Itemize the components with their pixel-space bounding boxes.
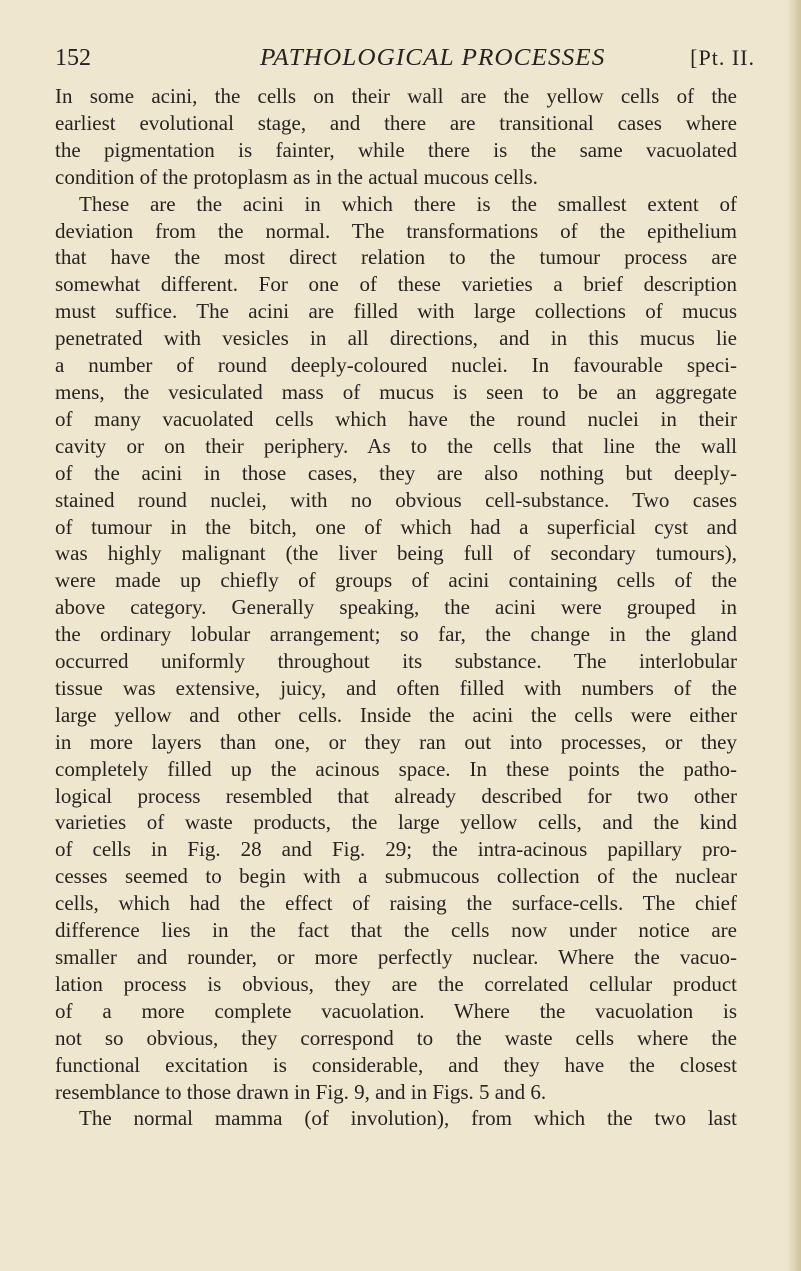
text-line: not so obvious, they correspond to the waste cells where the — [55, 1025, 737, 1050]
text-line: large yellow and other cells. Inside the acini the cells were either — [55, 702, 737, 727]
text-line: condition of the protoplasm as in the actual mucous cells. — [55, 164, 538, 189]
page-edge-shadow — [787, 0, 801, 1271]
paragraph — [55, 1105, 737, 1132]
text-line: In some acini, the cells on their wall are the yellow cells of the — [55, 84, 737, 108]
text-line: in more layers than one, or they ran out into processes, or they — [55, 729, 737, 754]
text-line: a number of round deeply-coloured nuclei. In favourable speci- — [55, 353, 737, 378]
text-line: of many vacuolated cells which have the round nuclei in their — [55, 406, 737, 431]
text-line: resemblance to those drawn in Fig. 9, and in Figs. 5 and 6. — [55, 1079, 547, 1104]
text-line: lation process is obvious, they are the correlated cellular product — [55, 971, 737, 996]
page-header — [55, 38, 755, 78]
text-line: These are the acini in which there is the smallest extent of — [79, 191, 737, 216]
text-line: the pigmentation is fainter, while there is the same vacuolated — [55, 137, 737, 162]
text-line: occurred uniformly throughout its substance. The interlobular — [55, 649, 737, 674]
page-number: 152 — [55, 45, 91, 71]
text-line: above category. Generally speaking, the acini were grouped in — [55, 595, 737, 620]
text-line: logical process resembled that already described for two other — [55, 783, 737, 808]
text-line: of the acini in those cases, they are also nothing but deeply- — [55, 460, 737, 485]
text-line: smaller and rounder, or more perfectly nuclear. Where the vacuo- — [55, 945, 737, 969]
paragraph — [55, 83, 737, 191]
text-line: stained round nuclei, with no obvious cell-substance. Two cases — [55, 487, 737, 512]
text-line: earliest evolutional stage, and there are transitional cases where — [55, 110, 737, 135]
running-title: PATHOLOGICAL PROCESSES — [260, 45, 606, 71]
text-line: that have the most direct relation to the tumour process are — [55, 245, 737, 270]
text-line: was highly malignant (the liver being full of secondary tumours), — [55, 541, 737, 566]
text-line: must suffice. The acini are filled with large collections of mucus — [55, 299, 737, 324]
text-line: The normal mamma (of involution), from which the two last — [79, 1106, 737, 1131]
text-line: difference lies in the fact that the cells now under notice are — [55, 918, 737, 943]
text-line: of tumour in the bitch, one of which had a superficial cyst and — [55, 514, 737, 539]
text-line: of a more complete vacuolation. Where the vacuolation is — [55, 998, 737, 1023]
text-line: cavity or on their periphery. As to the cells that line the wall — [55, 433, 737, 458]
body-text — [55, 83, 737, 1132]
text-line: of cells in Fig. 28 and Fig. 29; the intra-acinous papillary pro- — [55, 837, 737, 862]
paragraph — [55, 191, 737, 1106]
text-line: mens, the vesiculated mass of mucus is seen to be an aggregate — [55, 379, 737, 404]
text-line: tissue was extensive, juicy, and often filled with numbers of the — [55, 675, 737, 700]
text-line: somewhat different. For one of these varieties a brief description — [55, 272, 737, 297]
text-line: deviation from the normal. The transformations of the epithelium — [55, 218, 737, 243]
text-line: cesses seemed to begin with a submucous collection of the nuclear — [55, 864, 737, 889]
text-line: functional excitation is considerable, and they have the closest — [55, 1052, 737, 1077]
text-line: penetrated with vesicles in all directions, and in this mucus lie — [55, 326, 737, 351]
text-line: completely filled up the acinous space. In these points the patho- — [55, 756, 737, 781]
text-line: cells, which had the effect of raising the surface-cells. The chief — [55, 891, 737, 916]
text-line: the ordinary lobular arrangement; so far, the change in the gland — [55, 622, 737, 647]
part-label: [Pt. II. — [690, 45, 755, 70]
text-line: varieties of waste products, the large yellow cells, and the kind — [55, 810, 737, 835]
text-line: were made up chiefly of groups of acini containing cells of the — [55, 568, 737, 593]
